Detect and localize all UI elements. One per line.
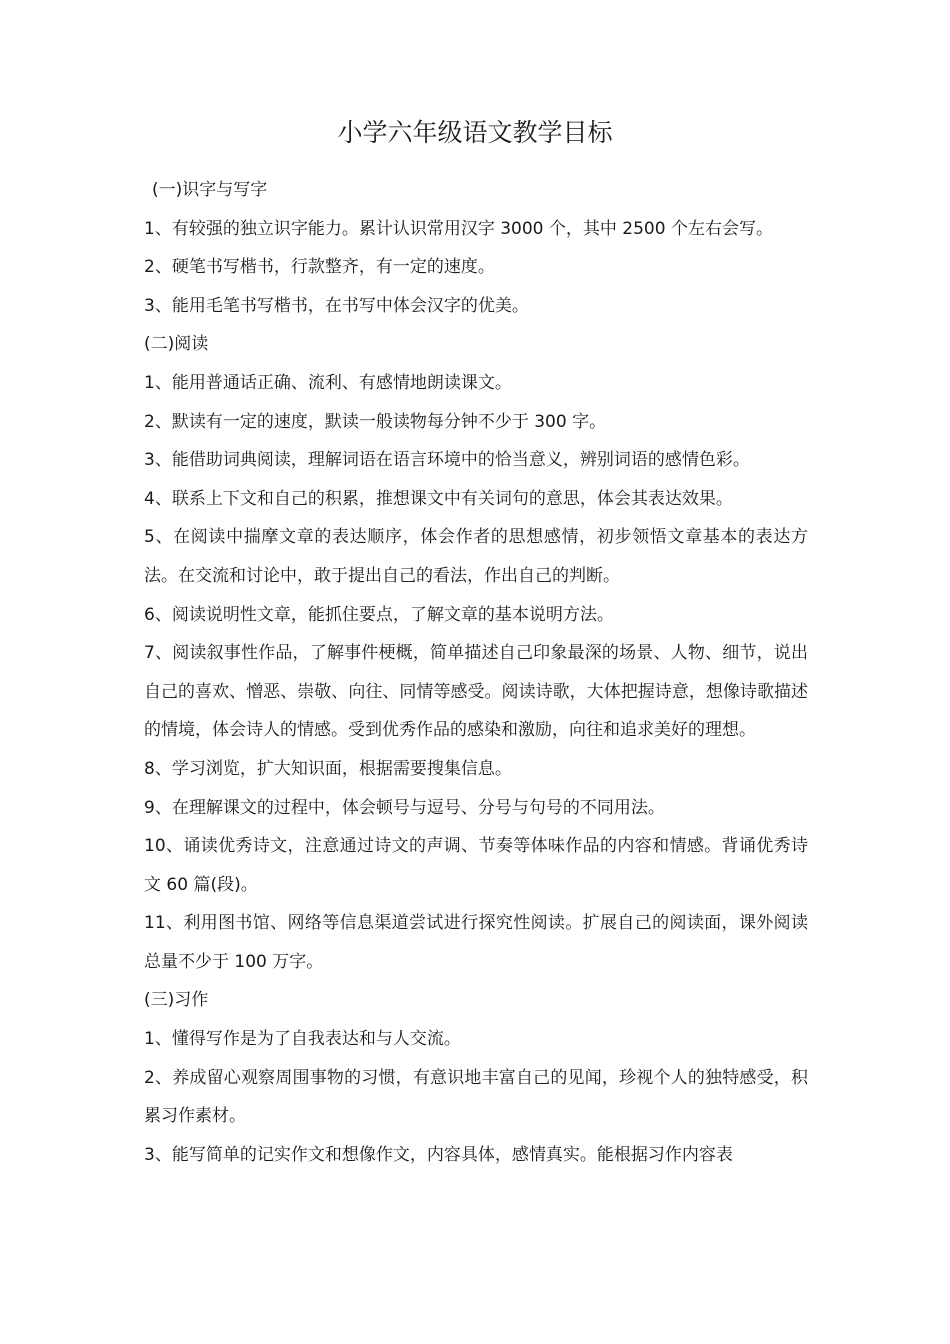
paragraph: 1、有较强的独立识字能力。累计认识常用汉字 3000 个，其中 2500 个左右会写。 [144, 218, 773, 239]
section-heading-literacy: (一)识字与写字 [152, 180, 268, 200]
paragraph: 3、能借助词典阅读，理解词语在语言环境中的恰当意义，辨别词语的感情色彩。 [144, 450, 750, 471]
document-body [144, 171, 808, 1174]
paragraph: 1、能用普通话正确、流利、有感情地朗读课文。 [144, 372, 512, 393]
paragraph: 10、诵读优秀诗文，注意通过诗文的声调、节奏等体味作品的内容和情感。背诵优秀诗文 60 篇(段)。 [144, 836, 808, 895]
document-title: 小学六年级语文教学目标 [337, 118, 613, 147]
paragraph: 9、在理解课文的过程中，体会顿号与逗号、分号与句号的不同用法。 [144, 797, 665, 818]
paragraph: 5、在阅读中揣摩文章的表达顺序，体会作者的思想感情，初步领悟文章基本的表达方法。在交流和讨论中，敢于提出自己的看法，作出自己的判断。 [144, 527, 808, 586]
paragraph: 3、能用毛笔书写楷书，在书写中体会汉字的优美。 [144, 295, 529, 316]
paragraph: 8、学习浏览，扩大知识面，根据需要搜集信息。 [144, 758, 512, 779]
paragraph: 6、阅读说明性文章，能抓住要点，了解文章的基本说明方法。 [144, 604, 614, 625]
paragraph: 2、养成留心观察周围事物的习惯，有意识地丰富自己的见闻，珍视个人的独特感受，积累习作素材。 [144, 1067, 808, 1127]
paragraph: 1、懂得写作是为了自我表达和与人交流。 [144, 1029, 461, 1050]
paragraph: 7、阅读叙事性作品，了解事件梗概，简单描述自己印象最深的场景、人物、细节，说出自己的喜欢、憎恶、崇敬、向往、同情等感受。阅读诗歌，大体把握诗意，想像诗歌描述的情境，体会诗人的情感。受到优秀作品的感染和激励，向往和追求美好的理想。 [144, 643, 808, 741]
paragraph: 2、默读有一定的速度，默读一般读物每分钟不少于 300 字。 [144, 411, 607, 432]
paragraph: 11、利用图书馆、网络等信息渠道尝试进行探究性阅读。扩展自己的阅读面，课外阅读总量不少于 100 万字。 [144, 913, 808, 972]
paragraph: 2、硬笔书写楷书，行款整齐，有一定的速度。 [144, 257, 495, 278]
section-heading-writing: (三)习作 [144, 990, 209, 1011]
paragraph: 4、联系上下文和自己的积累，推想课文中有关词句的意思，体会其表达效果。 [144, 488, 733, 509]
paragraph: 3、能写简单的记实作文和想像作文，内容具体，感情真实。能根据习作内容表 [144, 1144, 733, 1165]
section-heading-reading: (二)阅读 [144, 334, 209, 355]
